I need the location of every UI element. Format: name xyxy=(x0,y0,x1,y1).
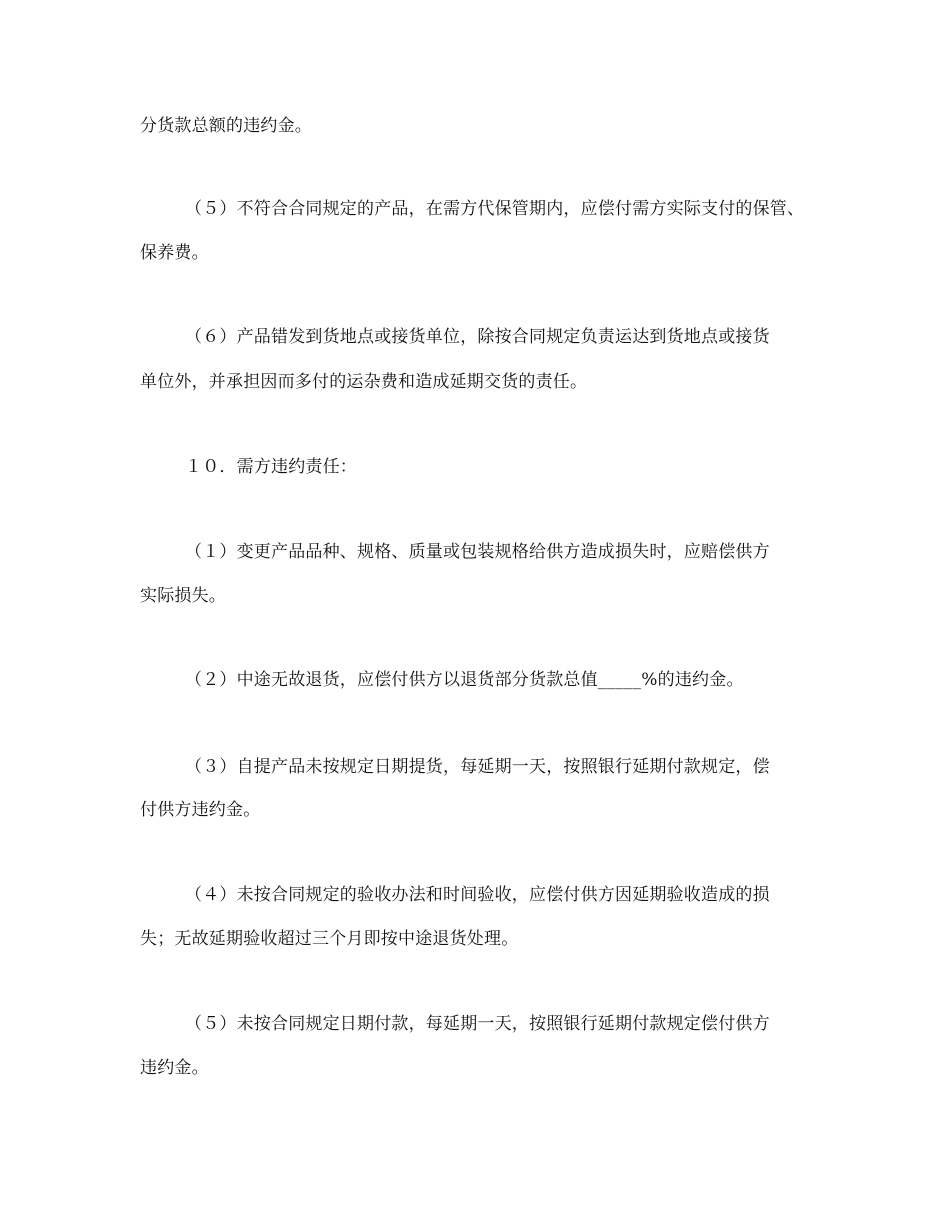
paragraph-line: 付供方违约金。 xyxy=(140,800,261,820)
paragraph-line: （６）产品错发到货地点或接货单位，除按合同规定负责运达到货地点或接货 xyxy=(185,327,770,347)
paragraph-line: （５）未按合同规定日期付款，每延期一天，按照银行延期付款规定偿付供方 xyxy=(185,1014,770,1034)
paragraph-line: 违约金。 xyxy=(140,1058,209,1078)
paragraph-line: （２）中途无故退货，应偿付供方以退货部分货款总值_____%的违约金。 xyxy=(185,670,744,690)
paragraph-line: 失；无故延期验收超过三个月即按中途退货处理。 xyxy=(140,929,519,949)
paragraph-line: （１）变更产品品种、规格、质量或包装规格给供方造成损失时，应赔偿供方 xyxy=(185,542,770,562)
paragraph-line: （３）自提产品未按规定日期提货，每延期一天，按照银行延期付款规定，偿 xyxy=(185,757,770,777)
paragraph-line: 保养费。 xyxy=(140,243,209,263)
paragraph-line: （４）未按合同规定的验收办法和时间验收，应偿付供方因延期验收造成的损 xyxy=(185,885,770,905)
paragraph-line: 单位外，并承担因而多付的运杂费和造成延期交货的责任。 xyxy=(140,372,588,392)
paragraph-line: （５）不符合合同规定的产品，在需方代保管期内，应偿付需方实际支付的保管、 xyxy=(185,199,805,219)
paragraph-line: 分货款总额的违约金。 xyxy=(140,116,312,136)
paragraph-line: 实际损失。 xyxy=(140,586,226,606)
section-heading: １０．需方违约责任： xyxy=(185,457,357,477)
